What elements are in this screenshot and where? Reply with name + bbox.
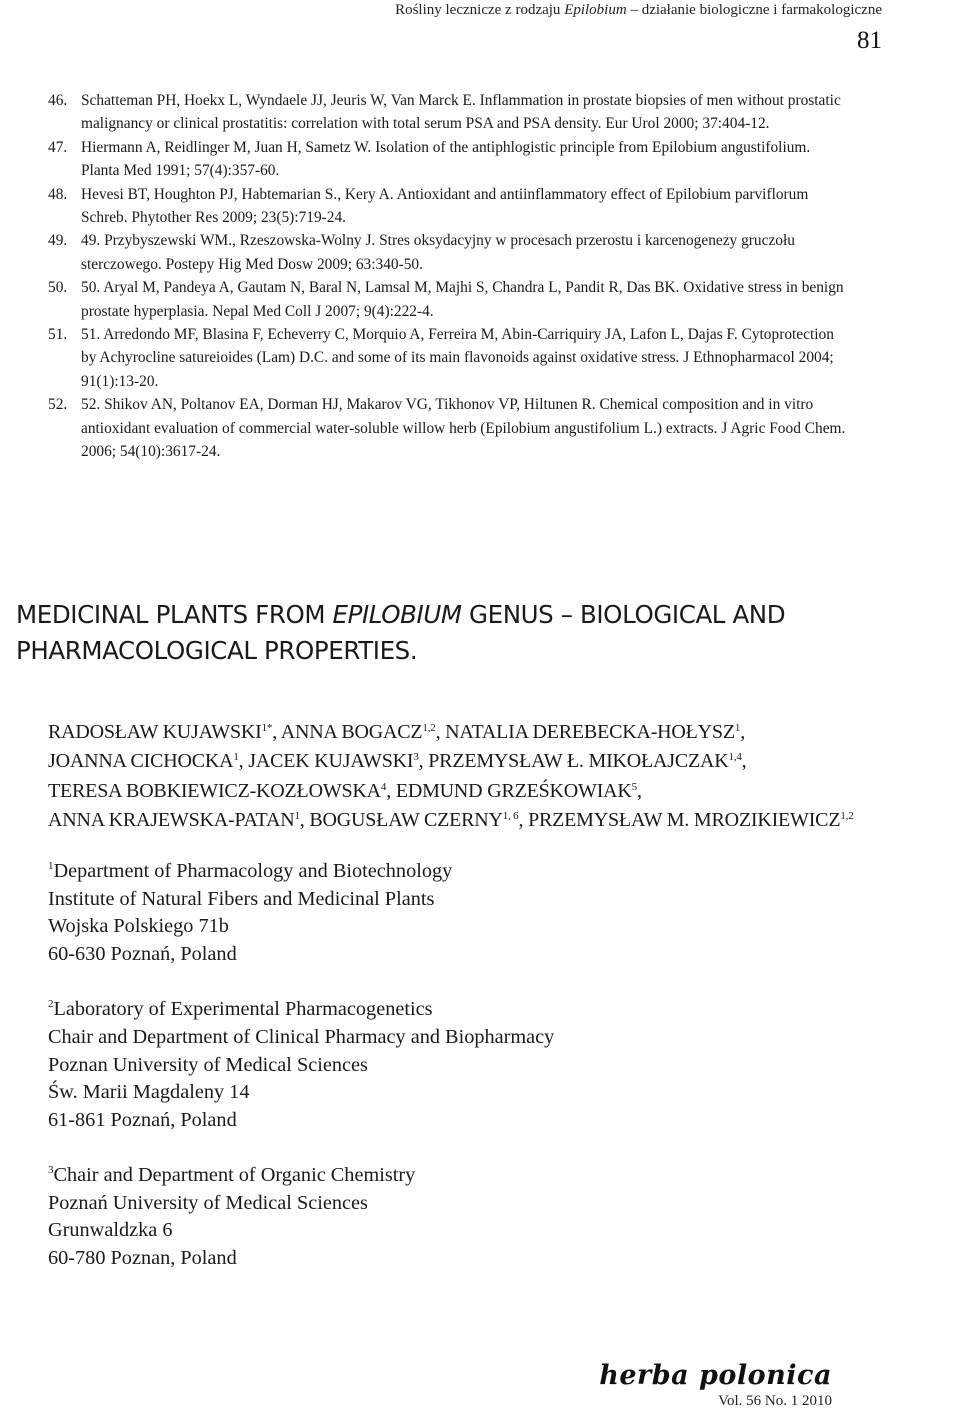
title-part-2: GENUS – BIOLOGICAL AND PHARMACOLOGICAL PROPERTIES.: [16, 600, 786, 665]
affiliation-line: Wojska Polskiego 71b: [48, 915, 229, 938]
affiliation-line: [48, 858, 928, 886]
affiliation-block: [48, 1162, 928, 1273]
affiliation-mark: 2: [48, 998, 54, 1011]
author-name: ANNA BOGACZ: [280, 721, 423, 743]
author-affiliation-mark: 4: [380, 780, 387, 793]
affiliation-line: Św. Marii Magdaleny 14: [48, 1081, 250, 1104]
affiliation-line: [48, 996, 928, 1024]
author-name: PRZEMYSŁAW M. MROZIKIEWICZ: [528, 808, 841, 831]
affiliation-line: 60-630 Poznań, Poland: [48, 943, 237, 966]
reference-item: [48, 276, 852, 323]
author-name: JOANNA CICHOCKA: [48, 750, 234, 773]
author-affiliation-mark: 5: [631, 780, 637, 793]
affiliation-text: Chair and Department of Organic Chemistry: [53, 1163, 416, 1186]
reference-item: [48, 323, 852, 393]
page-number: 81: [857, 27, 882, 54]
author-affiliation-mark: 1,2: [840, 809, 854, 822]
author-line: TERESA BOBKIEWICZ-KOZŁOWSKA$^4$, EDMUND GRZEŚKOWIAK$^5$,: [48, 779, 642, 802]
author-line: RADOSŁAW $KUJAWSKI^{1*}$, ANNA BOGACZ$^{1,2}$, NATALIA DEREBECKA-HOŁYSZ$^1$,: [48, 721, 745, 743]
author-affiliation-mark: 1,2: [422, 722, 436, 734]
affiliation-line: Poznan University of Medical Sciences: [48, 1053, 368, 1076]
author-affiliation-mark: 3: [413, 751, 419, 764]
reference-text: Hiermann A, Reidlinger M, Juan H, Sametz W. Isolation of the antiphlogistic principle from Epilobium angustifolium. Planta Med 1991; 57(4):357-60.: [81, 138, 811, 180]
author-name: TERESA BOBKIEWICZ-KOZŁOWSKA: [48, 779, 381, 802]
reference-text: Hevesi BT, Houghton PJ, Habtemarian S., Kery A. Antioxidant and antiinflammatory effect of Epilobium parviflorum Schreb. Phytother Res 2009; 23(5):719-24.: [81, 185, 809, 227]
author-name: RADOSŁAW KUJAWSKI: [48, 721, 262, 743]
author-list: [48, 718, 928, 835]
affiliation-line: 61-861 Poznań, Poland: [48, 1108, 237, 1131]
author-affiliation-mark: 1*: [261, 722, 273, 734]
reference-number: 49.: [48, 232, 68, 250]
reference-number: 46.: [48, 92, 68, 109]
author-name: JACEK KUJAWSKI: [248, 750, 414, 773]
author-affiliation-mark: 1, 6: [502, 809, 519, 822]
affiliation-text: Department of Pharmacology and Biotechnology: [53, 860, 453, 882]
author-affiliation-mark: 1: [734, 722, 741, 734]
reference-text: Schatteman PH, Hoekx L, Wyndaele JJ, Jeuris W, Van Marck E. Inflammation in prostate biopsies of men without prostatic malignancy or clinical prostatitis: correlation with total serum PSA and PSA density. Eur Urol 2000; 37:404-12.: [81, 92, 841, 133]
affiliation-line: Grunwaldzka 6: [48, 1219, 173, 1242]
affiliation-line: Poznań University of Medical Sciences: [48, 1191, 368, 1214]
reference-text: 52. Shikov AN, Poltanov EA, Dorman HJ, Makarov VG, Tikhonov VP, Hiltunen R. Chemical composition and in vitro antioxidant evaluation of commercial water-soluble willow herb (Epilobium angustifolium L.) extracts. J Agric Food Chem. 2006; 54(10):3617-24.: [81, 396, 846, 461]
reference-list: [48, 89, 852, 464]
running-head-suffix: – działanie biologiczne i farmakologiczne: [626, 2, 882, 18]
author-line: JOANNA CICHOCKA$^1$, JACEK KUJAWSKI$^3$, PRZEMYSŁAW Ł. MIKOŁAJCZAK$^{1,4}$,: [48, 750, 747, 773]
reference-item: [48, 229, 852, 276]
reference-item: [48, 183, 852, 230]
volume-info: Vol. 56 No. 1 2010: [718, 1393, 832, 1409]
reference-number: 51.: [48, 326, 68, 344]
reference-text: 51. Arredondo MF, Blasina F, Echeverry C, Morquio A, Ferreira M, Abin-Carriquiry JA, Lafon L, Dajas F. Cytoprotection by Achyrocline satureioides (Lam) D.C. and some of its main flavonoids against oxidative stress. J Ethnopharmacol 2004; 91(1):13-20.: [81, 326, 834, 390]
author-affiliation-mark: 1: [233, 751, 239, 764]
author-name: PRZEMYSŁAW Ł. MIKOŁAJCZAK: [428, 750, 729, 773]
author-name: BOGUSŁAW CZERNY: [309, 808, 503, 831]
reference-item: [48, 136, 852, 183]
affiliation-block: [48, 996, 928, 1135]
title-part-1: MEDICINAL PLANTS FROM: [16, 600, 333, 629]
affiliation-text: Laboratory of Experimental Pharmacogenetics: [53, 998, 433, 1021]
reference-number: 52.: [48, 396, 68, 414]
affiliation-line: Chair and Department of Clinical Pharmacy and Biopharmacy: [48, 1025, 555, 1048]
affiliation-mark: 3: [48, 1163, 54, 1176]
author-affiliation-mark: 1: [294, 809, 300, 822]
running-head-genus: Epilobium: [564, 2, 627, 18]
affiliation-mark: 1: [48, 860, 54, 872]
author-line: ANNA KRAJEWSKA-PATAN$^1$, BOGUSŁAW CZERNY$^{1, 6}$, PRZEMYSŁAW M. MROZIKIEWICZ$^{1,2}$: [48, 808, 854, 831]
reference-number: 50.: [48, 279, 68, 297]
running-head-prefix: Rośliny lecznicze z rodzaju: [395, 2, 565, 18]
reference-number: 48.: [48, 185, 68, 203]
reference-item: [48, 393, 852, 463]
author-name: EDMUND GRZEŚKOWIAK: [395, 779, 632, 802]
reference-text: 50. Aryal M, Pandeya A, Gautam N, Baral N, Lamsal M, Majhi S, Chandra L, Pandit R, Das BK. Oxidative stress in benign prostate hyperplasia. Nepal Med Coll J 2007; 9(4):222-4.: [81, 279, 844, 320]
affiliation-line: [48, 1162, 928, 1190]
author-name: NATALIA DEREBECKA-HOŁYSZ: [445, 721, 735, 743]
reference-item: [48, 89, 852, 136]
author-affiliation-mark: 1,4: [728, 751, 742, 764]
reference-number: 47.: [48, 138, 68, 156]
journal-logo: herba polonica: [599, 1360, 832, 1391]
affiliation-list: [48, 858, 928, 1300]
running-head: [395, 0, 882, 20]
affiliation-line: Institute of Natural Fibers and Medicinal Plants: [48, 887, 435, 910]
author-name: ANNA KRAJEWSKA-PATAN: [48, 808, 295, 831]
title-genus: EPILOBIUM: [332, 600, 462, 629]
reference-text: 49. Przybyszewski WM., Rzeszowska-Wolny J. Stres oksydacyjny w procesach przerostu i karcenogenezy gruczołu sterczowego. Postepy Hig Med Dosw 2009; 63:340-50.: [81, 232, 795, 273]
affiliation-line: 60-780 Poznan, Poland: [48, 1247, 237, 1270]
article-title: [16, 597, 916, 669]
affiliation-block: [48, 858, 928, 969]
